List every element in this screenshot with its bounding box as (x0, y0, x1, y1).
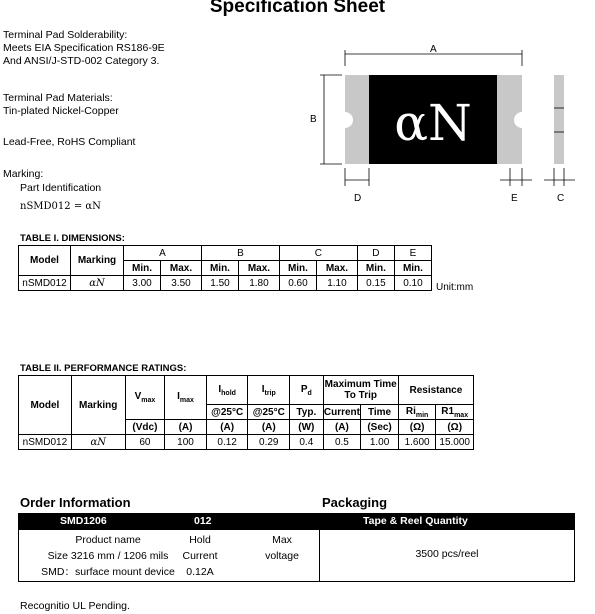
table1-sub: Max. (161, 261, 202, 276)
packaging-heading: Packaging (322, 495, 388, 510)
component-diagram (310, 40, 590, 210)
table1-group-c: C (279, 246, 357, 261)
dimensions-table (18, 245, 432, 291)
order-hold-value: 0.12A (186, 566, 214, 578)
table2-unit: (A) (248, 420, 290, 435)
table2-cell: 15.000 (436, 435, 474, 450)
order-hold-label: Hold (189, 534, 211, 546)
order-bar-code: 012 (194, 515, 212, 527)
table2-cell: 0.4 (290, 435, 324, 450)
table1-cell: 0.15 (357, 276, 394, 291)
solderability-line-1: Meets EIA Specification RS186-9E (3, 42, 165, 54)
table2-ihold-cond: @25°C (206, 405, 248, 420)
dim-d-label: D (354, 193, 362, 204)
table1-group-a: A (124, 246, 202, 261)
table1-model: nSMD012 (19, 276, 71, 291)
footer-note: Recognitio UL Pending. (20, 600, 130, 612)
order-hold-col (170, 532, 230, 580)
table2-header-max-time: Maximum Time To Trip (323, 376, 398, 405)
table1-sub: Max. (238, 261, 279, 276)
part-id-label: Part Identification (20, 182, 102, 194)
table2-cell: 1.00 (361, 435, 399, 450)
order-product-name: Product name (75, 534, 141, 546)
table2-header-resistance: Resistance (398, 376, 473, 405)
packaging-quantity: 3500 pcs/reel (415, 548, 479, 560)
table2-current: Current (323, 406, 360, 418)
table2-cell: 1.600 (398, 435, 436, 450)
side-view (554, 75, 564, 164)
marking-alpha-n: αN (394, 94, 472, 152)
table1-cell: 1.10 (316, 276, 357, 291)
table1-marking: αN (71, 276, 124, 291)
solderability-block (3, 29, 165, 68)
table1-unit: Unit:mm (436, 282, 474, 293)
table2-header-itrip: $I_{trip}$ (248, 376, 290, 405)
table2-header-marking: Marking (71, 376, 125, 435)
order-voltage-label: voltage (265, 550, 299, 562)
materials-block (3, 92, 119, 118)
table2-unit: (W) (290, 420, 324, 435)
order-heading: Order Information (20, 495, 131, 510)
table1-header-marking: Marking (71, 246, 124, 276)
order-bar-product: SMD1206 (60, 515, 107, 527)
table2-model: nSMD012 (19, 435, 72, 450)
table2-cell: 0.29 (248, 435, 290, 450)
table1-group-e: E (394, 246, 431, 261)
table2-unit: (A) (206, 420, 248, 435)
order-product-size: Size 3216 mm / 1206 mils (47, 550, 169, 562)
table2-unit: (Ω) (436, 420, 474, 435)
compliance-text: Lead-Free, RoHS Compliant (3, 136, 136, 148)
table1-group-d: D (357, 246, 394, 261)
table2-unit: (A) (323, 420, 361, 435)
table2-header-imax: $I_{max}$ (165, 376, 207, 420)
table-row (19, 435, 474, 450)
table2-pd-typ: Typ. (290, 405, 324, 420)
order-product-type: SMD：surface mount device (41, 566, 175, 578)
performance-table (18, 375, 474, 450)
dim-b-label: B (310, 114, 317, 125)
table1-group-b: B (201, 246, 279, 261)
solderability-line-2: And ANSI/J-STD-002 Category 3. (3, 55, 160, 67)
dim-a-label: A (430, 44, 437, 55)
page-title: Specification Sheet (209, 0, 386, 17)
table1-header-model: Model (19, 246, 71, 276)
table1-cell: 0.10 (394, 276, 431, 291)
table1-sub: Min. (357, 261, 394, 276)
table2-unit: (Vdc) (125, 420, 165, 435)
table2-cell: 0.12 (206, 435, 248, 450)
table2-caption: TABLE II. PERFORMANCE RATINGS: (20, 363, 187, 374)
order-hold-current: Current (182, 550, 218, 562)
table1-sub: Min. (124, 261, 161, 276)
table1-cell: 1.80 (238, 276, 279, 291)
table2-header-ihold: $I_{hold}$ (206, 376, 248, 405)
table2-itrip-cond: @25°C (248, 405, 290, 420)
materials-value: Tin-plated Nickel-Copper (3, 105, 119, 117)
materials-label: Terminal Pad Materials: (3, 92, 113, 104)
order-voltage-col (252, 532, 312, 564)
table1-sub: Min. (394, 261, 431, 276)
order-bar-packaging: Tape & Reel Quantity (363, 515, 468, 527)
table1-cell: 1.50 (201, 276, 238, 291)
table2-cell: 0.5 (323, 435, 361, 450)
table2-ri: $Ri_{min}$ (398, 405, 436, 420)
table1-caption: TABLE I. DIMENSIONS: (20, 233, 125, 244)
marking-label: Marking: (3, 168, 44, 180)
table2-header-pd: $P_d$ (290, 376, 324, 405)
table2-marking: αN (71, 435, 125, 450)
table1-cell: 3.50 (161, 276, 202, 291)
table2-unit: (A) (165, 420, 207, 435)
solderability-label: Terminal Pad Solderability: (3, 29, 128, 41)
table1-cell: 3.00 (124, 276, 161, 291)
table2-unit: (Sec) (361, 420, 399, 435)
order-max-label: Max (272, 534, 292, 546)
table-row (19, 276, 432, 291)
table2-cell: 60 (125, 435, 165, 450)
table2-cell: 100 (165, 435, 207, 450)
table1-sub: Min. (201, 261, 238, 276)
table1-sub: Max. (316, 261, 357, 276)
table2-unit: (Ω) (398, 420, 436, 435)
dim-e-label: E (511, 193, 518, 204)
part-id-value: nSMD012 = αN (20, 201, 101, 212)
order-header-bar (18, 513, 575, 530)
table1-sub: Min. (279, 261, 316, 276)
table2-header-model: Model (19, 376, 72, 435)
table2-r1: $R1_{max}$ (436, 405, 474, 420)
dim-c-label: C (557, 193, 565, 204)
table2-header-vmax: $V_{max}$ (125, 376, 165, 420)
table2-time: Time (361, 405, 399, 420)
table1-cell: 0.60 (279, 276, 316, 291)
